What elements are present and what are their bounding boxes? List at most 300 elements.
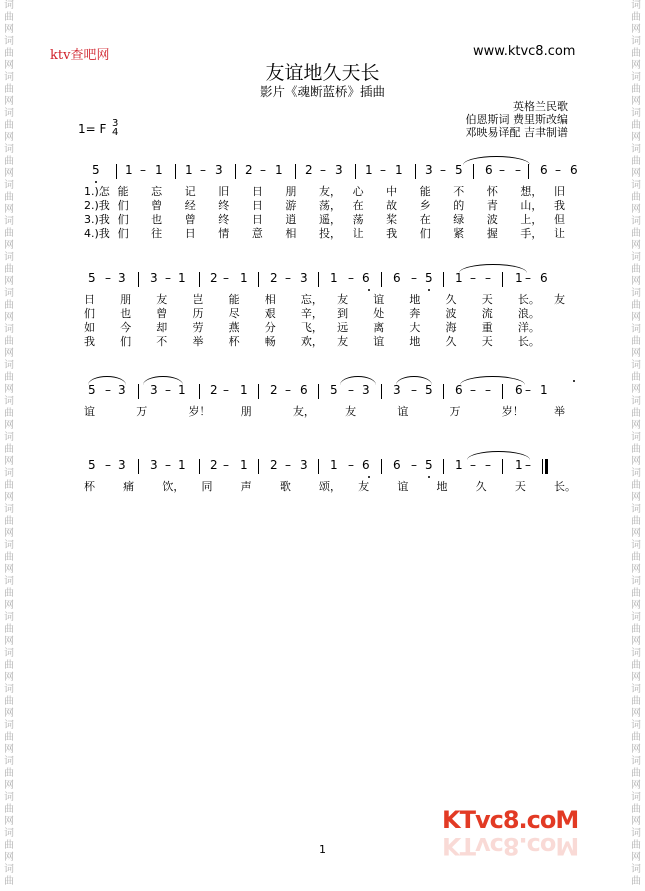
watermark-char: 网 (631, 96, 641, 107)
watermark-char: 词 (631, 108, 641, 119)
note-dash: – (105, 458, 111, 472)
watermark-char: 词 (631, 828, 641, 839)
note: 3 (393, 383, 401, 397)
lyric-syllable: 地 (436, 480, 448, 493)
note: 5 (88, 271, 96, 285)
barline (443, 459, 444, 474)
lyric-syllable: 荡， (319, 199, 341, 212)
watermark-char: 词 (631, 288, 641, 299)
lyric-syllable: 终 (218, 199, 230, 212)
lyric-syllable: 旧 (218, 185, 230, 198)
note: 6 (540, 163, 548, 177)
octave-dot-low (368, 476, 370, 478)
lyric-syllable: 但 (554, 213, 565, 226)
lyric-syllable: 处 (373, 307, 385, 320)
lyric-line (0, 305, 645, 319)
note-dash: – (285, 383, 291, 397)
lyric-syllable: 畅 (264, 335, 276, 348)
lyric-syllable: 桨 (386, 213, 398, 226)
lyric-syllable: 往 (151, 227, 163, 240)
watermark-char: 曲 (631, 444, 641, 455)
lyric-syllable: 却 (156, 321, 168, 334)
lyric-syllable: 们 (120, 335, 132, 348)
lyric-line (0, 478, 645, 492)
lyric-syllable: 同 (201, 480, 213, 493)
watermark-char: 词 (631, 0, 641, 11)
note: 5 (330, 383, 338, 397)
watermark-char: 网 (631, 708, 641, 719)
lyric-syllable: 我 (554, 199, 565, 212)
lyric-syllable: 谊 (397, 480, 409, 493)
time-sig-top: 3 (112, 118, 119, 129)
watermark-char: 曲 (631, 156, 641, 167)
note-row (0, 458, 645, 478)
watermark-char: 网 (4, 24, 14, 35)
watermark-char: 曲 (4, 372, 14, 383)
lyric-syllable: 绿 (453, 213, 465, 226)
watermark-char: 曲 (631, 804, 641, 815)
note: 2 (245, 163, 253, 177)
lyric-syllable: 心 (352, 185, 364, 198)
watermark-char: 网 (631, 384, 641, 395)
lyric-syllable: 握 (486, 227, 498, 240)
note-dash: – (525, 383, 531, 397)
lyric-syllable: 友 (337, 335, 349, 348)
watermark-char: 词 (4, 108, 14, 119)
lyric-syllable: 友 (337, 293, 349, 306)
lyric-line (0, 197, 645, 211)
lyric-syllable: 相 (264, 293, 276, 306)
watermark-char: 曲 (631, 264, 641, 275)
watermark-char: 词 (4, 612, 14, 623)
barline (381, 384, 382, 399)
watermark-char: 词 (631, 576, 641, 587)
watermark-char: 网 (631, 528, 641, 539)
note-dash: – (348, 383, 354, 397)
lyric-syllable: 久 (445, 335, 457, 348)
lyric-syllable: 曾 (184, 213, 196, 226)
time-sig-bottom: 4 (112, 127, 119, 138)
lyric-syllable: 友 (156, 293, 168, 306)
lyric-syllable: 情 (218, 227, 230, 240)
note-dash: – (485, 458, 491, 472)
lyric-syllable: 奔 (409, 307, 421, 320)
note-row (0, 271, 645, 291)
note: 3 (118, 458, 126, 472)
barline (175, 164, 176, 179)
note-dash: – (555, 163, 561, 177)
barline (502, 272, 503, 287)
lyric-line (0, 333, 645, 347)
lyric-syllable: 旧 (554, 185, 565, 198)
lyric-syllable: 燕 (228, 321, 240, 334)
note: 2 (210, 383, 218, 397)
watermark-char: 词 (4, 504, 14, 515)
watermark-char: 曲 (4, 624, 14, 635)
lyric-syllable: 怀 (486, 185, 498, 198)
lyric-syllable: 长。 (517, 335, 540, 348)
note-dash: – (260, 163, 266, 177)
watermark-char: 曲 (4, 588, 14, 599)
note: 6 (362, 271, 370, 285)
watermark-char: 曲 (631, 408, 641, 419)
barline (502, 384, 503, 399)
note: 5 (425, 271, 433, 285)
lyric-syllable: 忘， (300, 293, 323, 306)
watermark-char: 曲 (631, 12, 641, 23)
lyric-syllable: 辛， (300, 307, 323, 320)
note-dash: – (485, 383, 491, 397)
lyric-syllable: 紧 (453, 227, 465, 240)
lyric-syllable: 地 (409, 335, 421, 348)
watermark-char: 曲 (631, 624, 641, 635)
watermark-char: 网 (631, 744, 641, 755)
note: 6 (485, 163, 493, 177)
lyric-syllable: 经 (184, 199, 196, 212)
lyric-syllable: 能 (419, 185, 431, 198)
lyric-syllable: 谊 (397, 405, 409, 418)
lyric-syllable: 远 (337, 321, 349, 334)
note: 1 (155, 163, 163, 177)
watermark-char: 词 (631, 720, 641, 731)
barline (528, 164, 529, 179)
watermark-char: 网 (631, 312, 641, 323)
watermark-char: 曲 (631, 768, 641, 779)
tie-arc (463, 156, 530, 165)
watermark-char: 网 (631, 852, 641, 863)
watermark-char: 词 (4, 540, 14, 551)
barline (355, 164, 356, 179)
lyric-syllable: 们 (117, 213, 129, 226)
note-dash: – (285, 271, 291, 285)
note: 3 (215, 163, 223, 177)
note: 1 (125, 163, 133, 177)
lyric-syllable: 4.)我 (84, 227, 110, 240)
lyric-syllable: 饮， (162, 480, 185, 493)
note: 5 (92, 163, 100, 177)
lyric-syllable: 不 (156, 335, 168, 348)
lyric-syllable: 日 (84, 293, 95, 306)
lyric-syllable: 举 (192, 335, 204, 348)
barline (295, 164, 296, 179)
watermark-char: 曲 (631, 588, 641, 599)
barline (199, 384, 200, 399)
lyric-syllable: 们 (117, 199, 129, 212)
watermark-char: 曲 (4, 48, 14, 59)
watermark-char: 词 (631, 144, 641, 155)
lyric-syllable: 上， (520, 213, 543, 226)
lyric-syllable: 流 (481, 307, 493, 320)
lyric-syllable: 日 (251, 213, 263, 226)
watermark-char: 曲 (4, 300, 14, 311)
key-label: 1= F (78, 122, 107, 136)
note-dash: – (165, 383, 171, 397)
note: 5 (455, 163, 463, 177)
note: 1 (185, 163, 193, 177)
watermark-char: 网 (631, 420, 641, 431)
note: 3 (150, 458, 158, 472)
octave-dot-low (428, 476, 430, 478)
lyric-syllable: 不 (453, 185, 465, 198)
watermark-char: 词 (4, 756, 14, 767)
barline (138, 384, 139, 399)
note-dash: – (200, 163, 206, 177)
watermark-char: 曲 (631, 300, 641, 311)
lyric-syllable: 忘 (151, 185, 163, 198)
lyric-syllable: 岁！ (501, 405, 524, 418)
lyric-syllable: 友， (319, 185, 341, 198)
lyric-syllable: 大 (409, 321, 421, 334)
watermark-char: 网 (631, 276, 641, 287)
watermark-char: 词 (631, 468, 641, 479)
watermark-char: 网 (631, 132, 641, 143)
lyric-syllable: 岁！ (188, 405, 211, 418)
watermark-char: 曲 (4, 336, 14, 347)
note: 1 (240, 383, 248, 397)
lyric-syllable: 荡 (352, 213, 364, 226)
note-dash: – (515, 163, 521, 177)
barline (443, 272, 444, 287)
watermark-char: 词 (631, 612, 641, 623)
watermark-char: 曲 (4, 408, 14, 419)
watermark-char: 曲 (4, 84, 14, 95)
lyric-syllable: 长。 (554, 480, 576, 493)
note: 1 (240, 458, 248, 472)
watermark-char: 曲 (4, 552, 14, 563)
note-dash: – (411, 458, 417, 472)
note: 2 (270, 271, 278, 285)
note-dash: – (348, 271, 354, 285)
watermark-char: 曲 (4, 696, 14, 707)
lyric-syllable: 朋 (285, 185, 297, 198)
lyric-syllable: 在 (419, 213, 431, 226)
watermark-char: 曲 (631, 696, 641, 707)
note-dash: – (470, 383, 476, 397)
watermark-char: 词 (4, 648, 14, 659)
watermark-char: 词 (631, 756, 641, 767)
watermark-char: 曲 (631, 552, 641, 563)
lyric-syllable: 杯 (228, 335, 240, 348)
lyric-syllable: 地 (409, 293, 421, 306)
note-dash: – (320, 163, 326, 177)
watermark-char: 曲 (631, 84, 641, 95)
credit-translation-score: 邓映易译配 吉聿制谱 (465, 126, 568, 139)
score-system (0, 458, 645, 568)
note: 2 (210, 271, 218, 285)
lyric-syllable: 歌 (279, 480, 291, 493)
watermark-char: 网 (4, 204, 14, 215)
watermark-char: 词 (4, 864, 14, 875)
lyric-syllable: 的 (453, 199, 465, 212)
watermark-char: 网 (631, 24, 641, 35)
barline (258, 459, 259, 474)
note-dash: – (223, 383, 229, 397)
logo-reflection: KTvc8.coM (442, 832, 579, 860)
lyric-syllable: 日 (251, 185, 263, 198)
barline (318, 384, 319, 399)
watermark-char: 网 (631, 204, 641, 215)
watermark-char: 网 (631, 168, 641, 179)
lyric-syllable: 洋。 (517, 321, 540, 334)
lyric-line (0, 403, 645, 417)
watermark-char: 词 (631, 432, 641, 443)
watermark-char: 网 (631, 564, 641, 575)
watermark-char: 曲 (631, 480, 641, 491)
lyric-syllable: 乡 (419, 199, 431, 212)
brand-label: ktv查吧网 (50, 48, 110, 63)
lyric-syllable: 声 (240, 480, 252, 493)
lyric-syllable: 友 (358, 480, 370, 493)
watermark-char: 词 (631, 324, 641, 335)
note: 3 (335, 163, 343, 177)
lyric-syllable: 波 (486, 213, 498, 226)
watermark-char: 网 (4, 852, 14, 863)
lyric-syllable: 我 (386, 227, 398, 240)
note-dash: – (411, 383, 417, 397)
lyric-syllable: 万 (449, 405, 461, 418)
watermark-char: 网 (4, 348, 14, 359)
credit-lyrics-arrangement: 伯恩斯词 费里斯改编 (465, 113, 568, 126)
lyric-syllable: 相 (285, 227, 297, 240)
lyric-syllable: 艰 (264, 307, 276, 320)
lyric-syllable: 历 (192, 307, 204, 320)
lyric-line (0, 225, 645, 239)
lyric-syllable: 重 (481, 321, 493, 334)
watermark-char: 网 (4, 276, 14, 287)
lyric-line (0, 183, 645, 197)
watermark-char: 词 (4, 144, 14, 155)
lyric-syllable: 飞， (300, 321, 323, 334)
watermark-char: 词 (4, 360, 14, 371)
watermark-char: 词 (4, 252, 14, 263)
note-dash: – (165, 458, 171, 472)
watermark-char: 曲 (4, 840, 14, 851)
lyric-syllable: 谊 (84, 405, 95, 418)
watermark-char: 网 (4, 528, 14, 539)
note: 3 (300, 458, 308, 472)
lyric-syllable: 朋 (240, 405, 252, 418)
lyric-syllable: 曾 (151, 199, 163, 212)
note-dash: – (105, 271, 111, 285)
score-system (0, 163, 645, 273)
watermark-char: 曲 (4, 120, 14, 131)
note-dash: – (440, 163, 446, 177)
note: 1 (455, 458, 463, 472)
watermark-char: 词 (631, 396, 641, 407)
note: 6 (362, 458, 370, 472)
lyric-syllable: 万 (136, 405, 148, 418)
note: 3 (362, 383, 370, 397)
lyric-syllable: 也 (151, 213, 163, 226)
watermark-char: 网 (4, 744, 14, 755)
note-dash: – (348, 458, 354, 472)
site-url: www.ktvc8.com (473, 44, 576, 59)
watermark-char: 曲 (631, 876, 641, 887)
note: 3 (150, 271, 158, 285)
barline (318, 459, 319, 474)
lyric-syllable: 3.)我 (84, 213, 110, 226)
watermark-char: 网 (631, 780, 641, 791)
note-dash: – (223, 271, 229, 285)
watermark-char: 词 (4, 720, 14, 731)
watermark-char: 词 (4, 288, 14, 299)
lyric-syllable: 如 (84, 321, 95, 334)
time-signature (112, 119, 118, 137)
note-dash: – (223, 458, 229, 472)
note-row (0, 163, 645, 183)
watermark-char: 曲 (4, 444, 14, 455)
note: 1 (330, 271, 338, 285)
note-dash: – (140, 163, 146, 177)
barline (381, 459, 382, 474)
lyric-syllable: 海 (445, 321, 457, 334)
watermark-char: 词 (631, 216, 641, 227)
barline (138, 272, 139, 287)
note: 1 (330, 458, 338, 472)
watermark-char: 网 (4, 708, 14, 719)
note-dash: – (470, 271, 476, 285)
note: 2 (270, 383, 278, 397)
watermark-char: 网 (4, 456, 14, 467)
lyric-syllable: 朋 (120, 293, 132, 306)
watermark-char: 网 (4, 168, 14, 179)
watermark-char: 曲 (4, 480, 14, 491)
note: 1 (455, 271, 463, 285)
watermark-char: 词 (4, 324, 14, 335)
note-dash: – (380, 163, 386, 177)
watermark-char: 词 (631, 36, 641, 47)
lyric-syllable: 颂， (319, 480, 341, 493)
octave-dot-low (95, 181, 97, 183)
watermark-char: 词 (4, 576, 14, 587)
barline (318, 272, 319, 287)
lyric-syllable: 们 (419, 227, 431, 240)
watermark-char: 曲 (631, 372, 641, 383)
lyric-syllable: 也 (120, 307, 132, 320)
watermark-char: 网 (4, 96, 14, 107)
watermark-char: 词 (631, 72, 641, 83)
lyric-syllable: 尽 (228, 307, 240, 320)
watermark-char: 网 (631, 636, 641, 647)
lyric-syllable: 波 (445, 307, 457, 320)
watermark-char: 曲 (631, 192, 641, 203)
watermark-char: 词 (631, 360, 641, 371)
watermark-char: 网 (4, 60, 14, 71)
watermark-char: 网 (4, 312, 14, 323)
watermark-char: 词 (4, 0, 14, 11)
watermark-char: 词 (4, 432, 14, 443)
watermark-char: 词 (631, 540, 641, 551)
barline (381, 272, 382, 287)
watermark-char: 网 (4, 384, 14, 395)
note: 3 (118, 383, 126, 397)
lyric-syllable: 山， (520, 199, 543, 212)
watermark-char: 词 (631, 648, 641, 659)
lyric-syllable: 让 (554, 227, 565, 240)
lyric-syllable: 天 (481, 335, 493, 348)
barline (502, 459, 503, 474)
watermark-char: 词 (631, 504, 641, 515)
note-dash: – (285, 458, 291, 472)
barline (199, 272, 200, 287)
watermark-char: 曲 (4, 732, 14, 743)
watermark-char: 网 (631, 492, 641, 503)
note: 1 (515, 271, 523, 285)
lyric-syllable: 我 (84, 335, 95, 348)
note: 1 (178, 383, 186, 397)
watermark-char: 网 (631, 456, 641, 467)
note: 1 (275, 163, 283, 177)
